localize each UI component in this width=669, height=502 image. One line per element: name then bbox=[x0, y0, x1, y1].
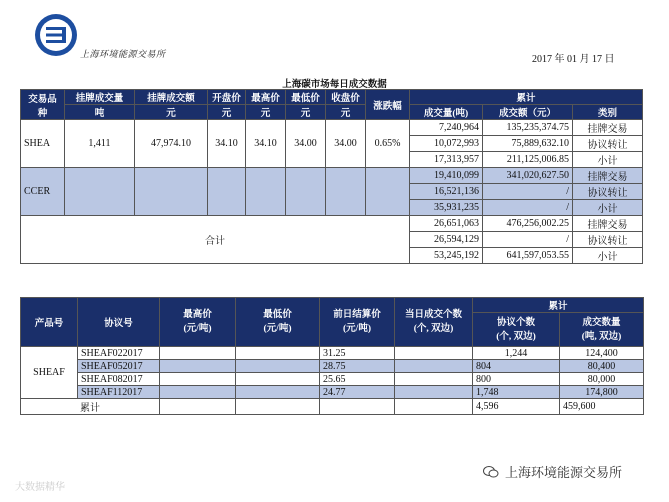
cell: 34.10 bbox=[246, 120, 286, 168]
cell: 小计 bbox=[573, 248, 643, 264]
cell bbox=[208, 168, 246, 216]
cell: 53,245,192 bbox=[410, 248, 483, 264]
cell bbox=[160, 360, 236, 373]
cell: 26,651,063 bbox=[410, 216, 483, 232]
cell: / bbox=[483, 200, 573, 216]
cell bbox=[395, 373, 473, 386]
cell: 协议转让 bbox=[573, 136, 643, 152]
cell: / bbox=[483, 232, 573, 248]
cell: 34.10 bbox=[208, 120, 246, 168]
cell: 7,240,964 bbox=[410, 120, 483, 136]
cell: 34.00 bbox=[286, 120, 326, 168]
futures-agreement-table bbox=[20, 297, 644, 415]
cell: 35,931,235 bbox=[410, 200, 483, 216]
cell: 1,411 bbox=[65, 120, 135, 168]
unit-close: 元 bbox=[326, 105, 366, 120]
logo-text: 上海环境能源交易所 bbox=[80, 50, 166, 60]
col-cum-amount: 成交额（元） bbox=[483, 105, 573, 120]
cell bbox=[160, 347, 236, 360]
total-label: 累计 bbox=[21, 399, 160, 415]
cell: 协议转让 bbox=[573, 232, 643, 248]
col-agreement-count: 协议个数 (个, 双边) bbox=[473, 313, 560, 347]
cell bbox=[236, 347, 320, 360]
col-category: 类别 bbox=[573, 105, 643, 120]
cell bbox=[160, 386, 236, 399]
unit-open: 元 bbox=[208, 105, 246, 120]
cell: 24.77 bbox=[320, 386, 395, 399]
cell: 124,400 bbox=[560, 347, 644, 360]
cell: 26,594,129 bbox=[410, 232, 483, 248]
cell bbox=[160, 373, 236, 386]
table-row bbox=[21, 120, 643, 136]
cell bbox=[236, 399, 320, 415]
daily-trading-table bbox=[20, 89, 643, 264]
product-code: SHEAF bbox=[21, 347, 78, 399]
cell: 17,313,957 bbox=[410, 152, 483, 168]
watermark-left: 大数据精华 bbox=[15, 482, 65, 493]
col-cum-volume: 成交量(吨) bbox=[410, 105, 483, 120]
cell bbox=[135, 168, 208, 216]
table-row bbox=[21, 386, 644, 399]
page-title: 上海碳市场每日成交数据 bbox=[282, 80, 387, 90]
cell: 挂牌交易 bbox=[573, 168, 643, 184]
cell: / bbox=[483, 184, 573, 200]
table-row bbox=[21, 216, 643, 232]
cell: 459,600 bbox=[560, 399, 644, 415]
cell bbox=[286, 168, 326, 216]
watermark-right bbox=[483, 462, 622, 481]
cell: 174,800 bbox=[560, 386, 644, 399]
table-row bbox=[21, 399, 644, 415]
table-row bbox=[21, 360, 644, 373]
wechat-icon bbox=[483, 465, 499, 479]
cell: 19,410,099 bbox=[410, 168, 483, 184]
product-name: SHEA bbox=[21, 120, 65, 168]
col-close: 收盘价 bbox=[326, 90, 366, 105]
report-date: 2017 年 01 月 17 日 bbox=[532, 54, 615, 65]
cell bbox=[236, 386, 320, 399]
cell: 16,521,136 bbox=[410, 184, 483, 200]
cell: 31.25 bbox=[320, 347, 395, 360]
cell: SHEAF022017 bbox=[78, 347, 160, 360]
col-today-count: 当日成交个数 (个, 双边) bbox=[395, 298, 473, 347]
unit-low: 元 bbox=[286, 105, 326, 120]
cell: 25.65 bbox=[320, 373, 395, 386]
col-high: 最高价 bbox=[246, 90, 286, 105]
cell: 挂牌交易 bbox=[573, 120, 643, 136]
cell bbox=[160, 399, 236, 415]
col-change: 涨跌幅 bbox=[366, 90, 410, 120]
cell: 80,400 bbox=[560, 360, 644, 373]
cell: 10,072,993 bbox=[410, 136, 483, 152]
cell: 47,974.10 bbox=[135, 120, 208, 168]
table-row bbox=[21, 168, 643, 184]
col-product: 交易品种 bbox=[21, 90, 65, 120]
cell bbox=[320, 399, 395, 415]
col-volume: 成交数量 (吨, 双边) bbox=[560, 313, 644, 347]
cell: 34.00 bbox=[326, 120, 366, 168]
cell bbox=[246, 168, 286, 216]
cell: 28.75 bbox=[320, 360, 395, 373]
cell bbox=[395, 386, 473, 399]
cell: 4,596 bbox=[473, 399, 560, 415]
cell bbox=[326, 168, 366, 216]
product-name: CCER bbox=[21, 168, 65, 216]
unit-listed-volume: 吨 bbox=[65, 105, 135, 120]
cell: 800 bbox=[473, 373, 560, 386]
cell: 80,000 bbox=[560, 373, 644, 386]
cell bbox=[236, 360, 320, 373]
watermark-right-text: 上海环境能源交易所 bbox=[505, 466, 623, 481]
col-low-price: 最低价 (元/吨) bbox=[236, 298, 320, 347]
cell: 641,597,053.55 bbox=[483, 248, 573, 264]
col-cumulative: 累计 bbox=[410, 90, 643, 105]
cell: SHEAF052017 bbox=[78, 360, 160, 373]
col-agreement: 协议号 bbox=[78, 298, 160, 347]
col-low: 最低价 bbox=[286, 90, 326, 105]
cell: 1,748 bbox=[473, 386, 560, 399]
col-prev-settle: 前日结算价 (元/吨) bbox=[320, 298, 395, 347]
cell bbox=[395, 347, 473, 360]
cell: SHEAF082017 bbox=[78, 373, 160, 386]
cell: 1,244 bbox=[473, 347, 560, 360]
unit-listed-amount: 元 bbox=[135, 105, 208, 120]
total-label: 合计 bbox=[21, 216, 410, 264]
col-listed-volume: 挂牌成交量 bbox=[65, 90, 135, 105]
table-row bbox=[21, 347, 644, 360]
cell: 小计 bbox=[573, 152, 643, 168]
col-cumulative: 累计 bbox=[473, 298, 644, 313]
cell bbox=[236, 373, 320, 386]
col-listed-amount: 挂牌成交额 bbox=[135, 90, 208, 105]
cell: 协议转让 bbox=[573, 184, 643, 200]
cell: SHEAF112017 bbox=[78, 386, 160, 399]
col-open: 开盘价 bbox=[208, 90, 246, 105]
col-product-code: 产品号 bbox=[21, 298, 78, 347]
cell: 804 bbox=[473, 360, 560, 373]
cell: 0.65% bbox=[366, 120, 410, 168]
cell bbox=[366, 168, 410, 216]
cell bbox=[395, 399, 473, 415]
cell: 341,020,627.50 bbox=[483, 168, 573, 184]
cell bbox=[65, 168, 135, 216]
cell: 476,256,002.25 bbox=[483, 216, 573, 232]
cell bbox=[395, 360, 473, 373]
cell: 211,125,006.85 bbox=[483, 152, 573, 168]
exchange-logo bbox=[33, 12, 79, 58]
cell: 75,889,632.10 bbox=[483, 136, 573, 152]
cell: 小计 bbox=[573, 200, 643, 216]
cell: 135,235,374.75 bbox=[483, 120, 573, 136]
cell: 挂牌交易 bbox=[573, 216, 643, 232]
table-row bbox=[21, 373, 644, 386]
col-high-price: 最高价 (元/吨) bbox=[160, 298, 236, 347]
unit-high: 元 bbox=[246, 105, 286, 120]
